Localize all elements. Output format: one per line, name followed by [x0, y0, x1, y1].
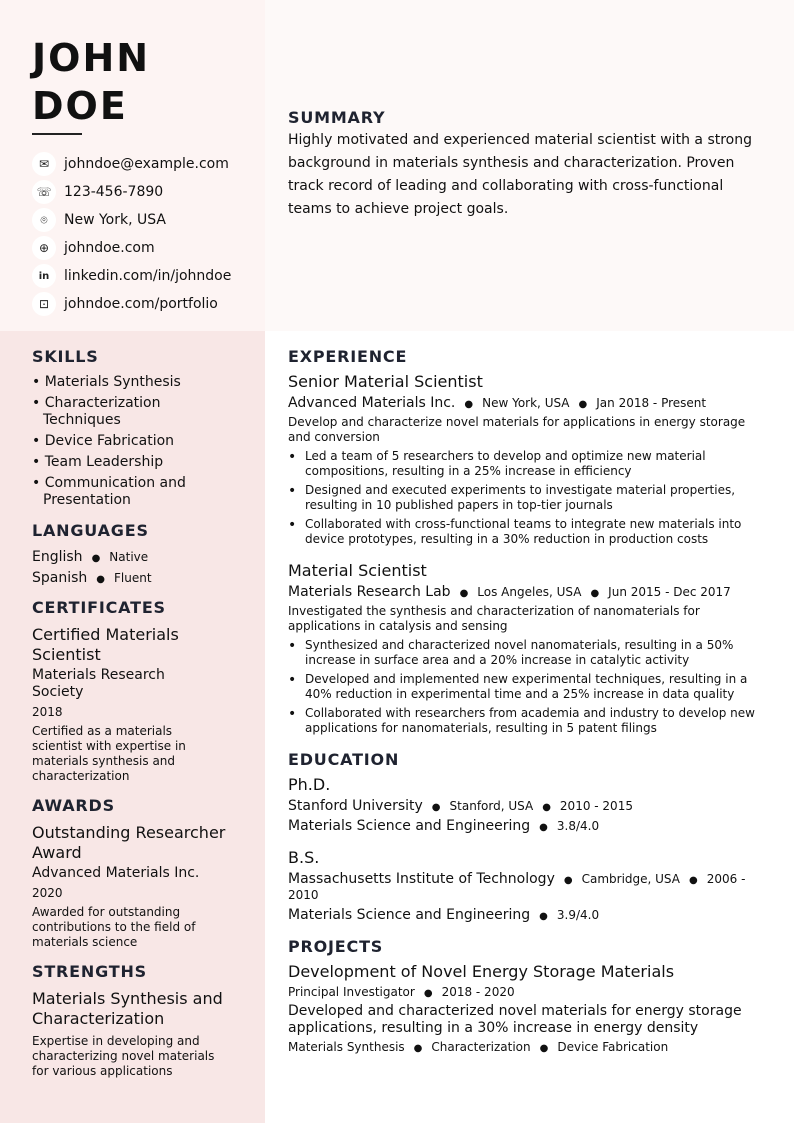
education-entry [288, 775, 768, 834]
section-heading: SUMMARY [288, 108, 386, 127]
strengths-section [32, 962, 232, 1079]
project-role: Principal Investigator [288, 985, 415, 999]
experience-section [288, 347, 768, 736]
job-bullet: • Designed and executed experiments to investigate material properties, resulting in 10 published papers in top-tier journals [288, 483, 768, 513]
school-name: Stanford University [288, 798, 423, 814]
project-title: Development of Novel Energy Storage Materials [288, 962, 675, 981]
education-dates: 2010 - 2015 [559, 799, 633, 813]
job-desc: Develop and characterize novel materials for applications in energy storage and conversion [288, 415, 746, 444]
contact-phone[interactable] [32, 178, 231, 206]
strength-desc: Expertise in developing and characterizing novel materials for various applications [32, 1034, 215, 1078]
location-icon: ⌾ [32, 208, 56, 232]
mail-icon: ✉ [32, 152, 56, 176]
job-location: Los Angeles, USA [477, 585, 582, 599]
section-heading: LANGUAGES [32, 521, 149, 540]
certificate-year: 2018 [32, 705, 63, 719]
job-title: Material Scientist [288, 561, 427, 580]
contact-list [32, 150, 231, 318]
job-desc: Investigated the synthesis and characterization of nanomaterials for applications in catalysis and sensing [288, 604, 700, 633]
contact-text: johndoe@example.com [64, 156, 229, 172]
project-desc: Developed and characterized novel materials for energy storage applications, resulting in a 30% increase in energy density [288, 1003, 742, 1036]
job-title: Senior Material Scientist [288, 372, 483, 391]
skill-item: • Communication and Presentation [32, 475, 186, 508]
awards-section [32, 796, 232, 950]
skill-item: • Team Leadership [32, 454, 164, 470]
job-meta: Materials Research Lab ● Los Angeles, USA ● Jun 2015 - Dec 2017 [288, 584, 731, 600]
job-entry [288, 372, 768, 547]
contact-text: New York, USA [64, 212, 166, 228]
language-item: English ● Native [32, 549, 149, 565]
job-entry [288, 561, 768, 736]
school-location: Cambridge, USA [581, 872, 680, 886]
education-meta: Stanford University ● Stanford, USA ● 2010 - 2015 [288, 798, 633, 814]
job-bullet: • Developed and implemented new experimental techniques, resulting in a 40% reduction in experimental time and a 25% increase in data quality [288, 672, 768, 702]
education-entry [288, 848, 768, 923]
bookmark-icon: ⊡ [32, 292, 56, 316]
certificate-desc: Certified as a materials scientist with expertise in materials synthesis and characterization [32, 724, 186, 783]
contact-text: 123-456-7890 [64, 184, 164, 200]
skill-item: • Characterization Techniques [32, 395, 161, 428]
job-meta: Advanced Materials Inc. ● New York, USA ● Jan 2018 - Present [288, 395, 707, 411]
award-issuer: Advanced Materials Inc. [32, 865, 200, 881]
section-heading: PROJECTS [288, 937, 384, 956]
section-heading: AWARDS [32, 796, 115, 815]
candidate-name [32, 34, 150, 130]
contact-location [32, 206, 231, 234]
job-company: Materials Research Lab [288, 584, 451, 600]
summary-text: Highly motivated and experienced material scientist with a strong background in materials synthesis and characterization. Proven track record of leading and collaborating with cross-functional teams to achieve project goals. [288, 132, 753, 217]
education-meta: Massachusetts Institute of Technology ● Cambridge, USA ● 2006 - 2010 [288, 871, 746, 902]
job-bullet: • Collaborated with cross-functional teams to integrate new materials into device prototypes, resulting in a 30% reduction in production costs [288, 517, 768, 547]
project-entry [288, 962, 768, 1054]
contact-text: johndoe.com/portfolio [64, 296, 218, 312]
section-heading: STRENGTHS [32, 962, 147, 981]
project-tag: Device Fabrication [557, 1040, 669, 1054]
name-divider [32, 133, 82, 135]
section-heading: EDUCATION [288, 750, 400, 769]
gpa: 3.9/4.0 [556, 908, 600, 922]
skills-section [32, 347, 232, 509]
language-item: Spanish ● Fluent [32, 570, 152, 586]
job-company: Advanced Materials Inc. [288, 395, 456, 411]
contact-website[interactable] [32, 234, 231, 262]
project-tag: Characterization [431, 1040, 531, 1054]
last-name: DOE [32, 84, 128, 128]
school-location: Stanford, USA [449, 799, 534, 813]
job-bullet: • Led a team of 5 researchers to develop and optimize new material compositions, resulting in a 25% increase in efficiency [288, 449, 768, 479]
skill-item: • Materials Synthesis [32, 374, 181, 390]
award-desc: Awarded for outstanding contributions to the field of materials science [32, 905, 196, 949]
project-tag: Materials Synthesis [288, 1040, 405, 1054]
contact-text: johndoe.com [64, 240, 155, 256]
education-field: Materials Science and Engineering ● 3.9/4.0 [288, 907, 600, 923]
contact-portfolio[interactable] [32, 290, 231, 318]
job-dates: Jun 2015 - Dec 2017 [608, 585, 731, 599]
languages-section [32, 521, 232, 586]
section-heading: EXPERIENCE [288, 347, 408, 366]
education-section [288, 750, 768, 923]
summary-section [288, 108, 768, 221]
certificates-section [32, 598, 232, 784]
job-location: New York, USA [482, 396, 570, 410]
linkedin-icon: in [32, 264, 56, 288]
degree-title: Ph.D. [288, 775, 331, 794]
phone-icon: ☏ [32, 180, 56, 204]
section-heading: SKILLS [32, 347, 99, 366]
school-name: Massachusetts Institute of Technology [288, 871, 555, 887]
certificate-issuer: Materials Research Society [32, 667, 165, 700]
contact-email[interactable] [32, 150, 231, 178]
contact-linkedin[interactable] [32, 262, 231, 290]
field-of-study: Materials Science and Engineering [288, 818, 531, 834]
contact-text: linkedin.com/in/johndoe [64, 268, 232, 284]
strength-title: Materials Synthesis and Characterization [32, 989, 223, 1028]
right-column [288, 347, 768, 1068]
education-field: Materials Science and Engineering ● 3.8/4.0 [288, 818, 600, 834]
skill-item: • Device Fabrication [32, 433, 175, 449]
first-name: JOHN [32, 36, 151, 80]
job-bullet: • Collaborated with researchers from academia and industry to develop new applications for nanomaterials, resulting in 5 patent filings [288, 706, 768, 736]
award-title: Outstanding Researcher Award [32, 823, 226, 862]
education-dates: 2006 - 2010 [288, 872, 746, 902]
certificate-title: Certified Materials Scientist [32, 625, 179, 664]
project-dates: 2018 - 2020 [441, 985, 515, 999]
left-column [32, 347, 232, 1091]
section-heading: CERTIFICATES [32, 598, 166, 617]
project-meta: Principal Investigator ● 2018 - 2020 [288, 985, 515, 999]
degree-title: B.S. [288, 848, 320, 867]
job-dates: Jan 2018 - Present [596, 396, 707, 410]
globe-icon: ⊕ [32, 236, 56, 260]
projects-section [288, 937, 768, 1054]
award-year: 2020 [32, 886, 63, 900]
field-of-study: Materials Science and Engineering [288, 907, 531, 923]
project-tags: Materials Synthesis ● Characterization ● Device Fabrication [288, 1040, 669, 1054]
job-bullet: • Synthesized and characterized novel nanomaterials, resulting in a 50% increase in surface area and a 20% increase in catalytic activity [288, 638, 768, 668]
gpa: 3.8/4.0 [556, 819, 600, 833]
